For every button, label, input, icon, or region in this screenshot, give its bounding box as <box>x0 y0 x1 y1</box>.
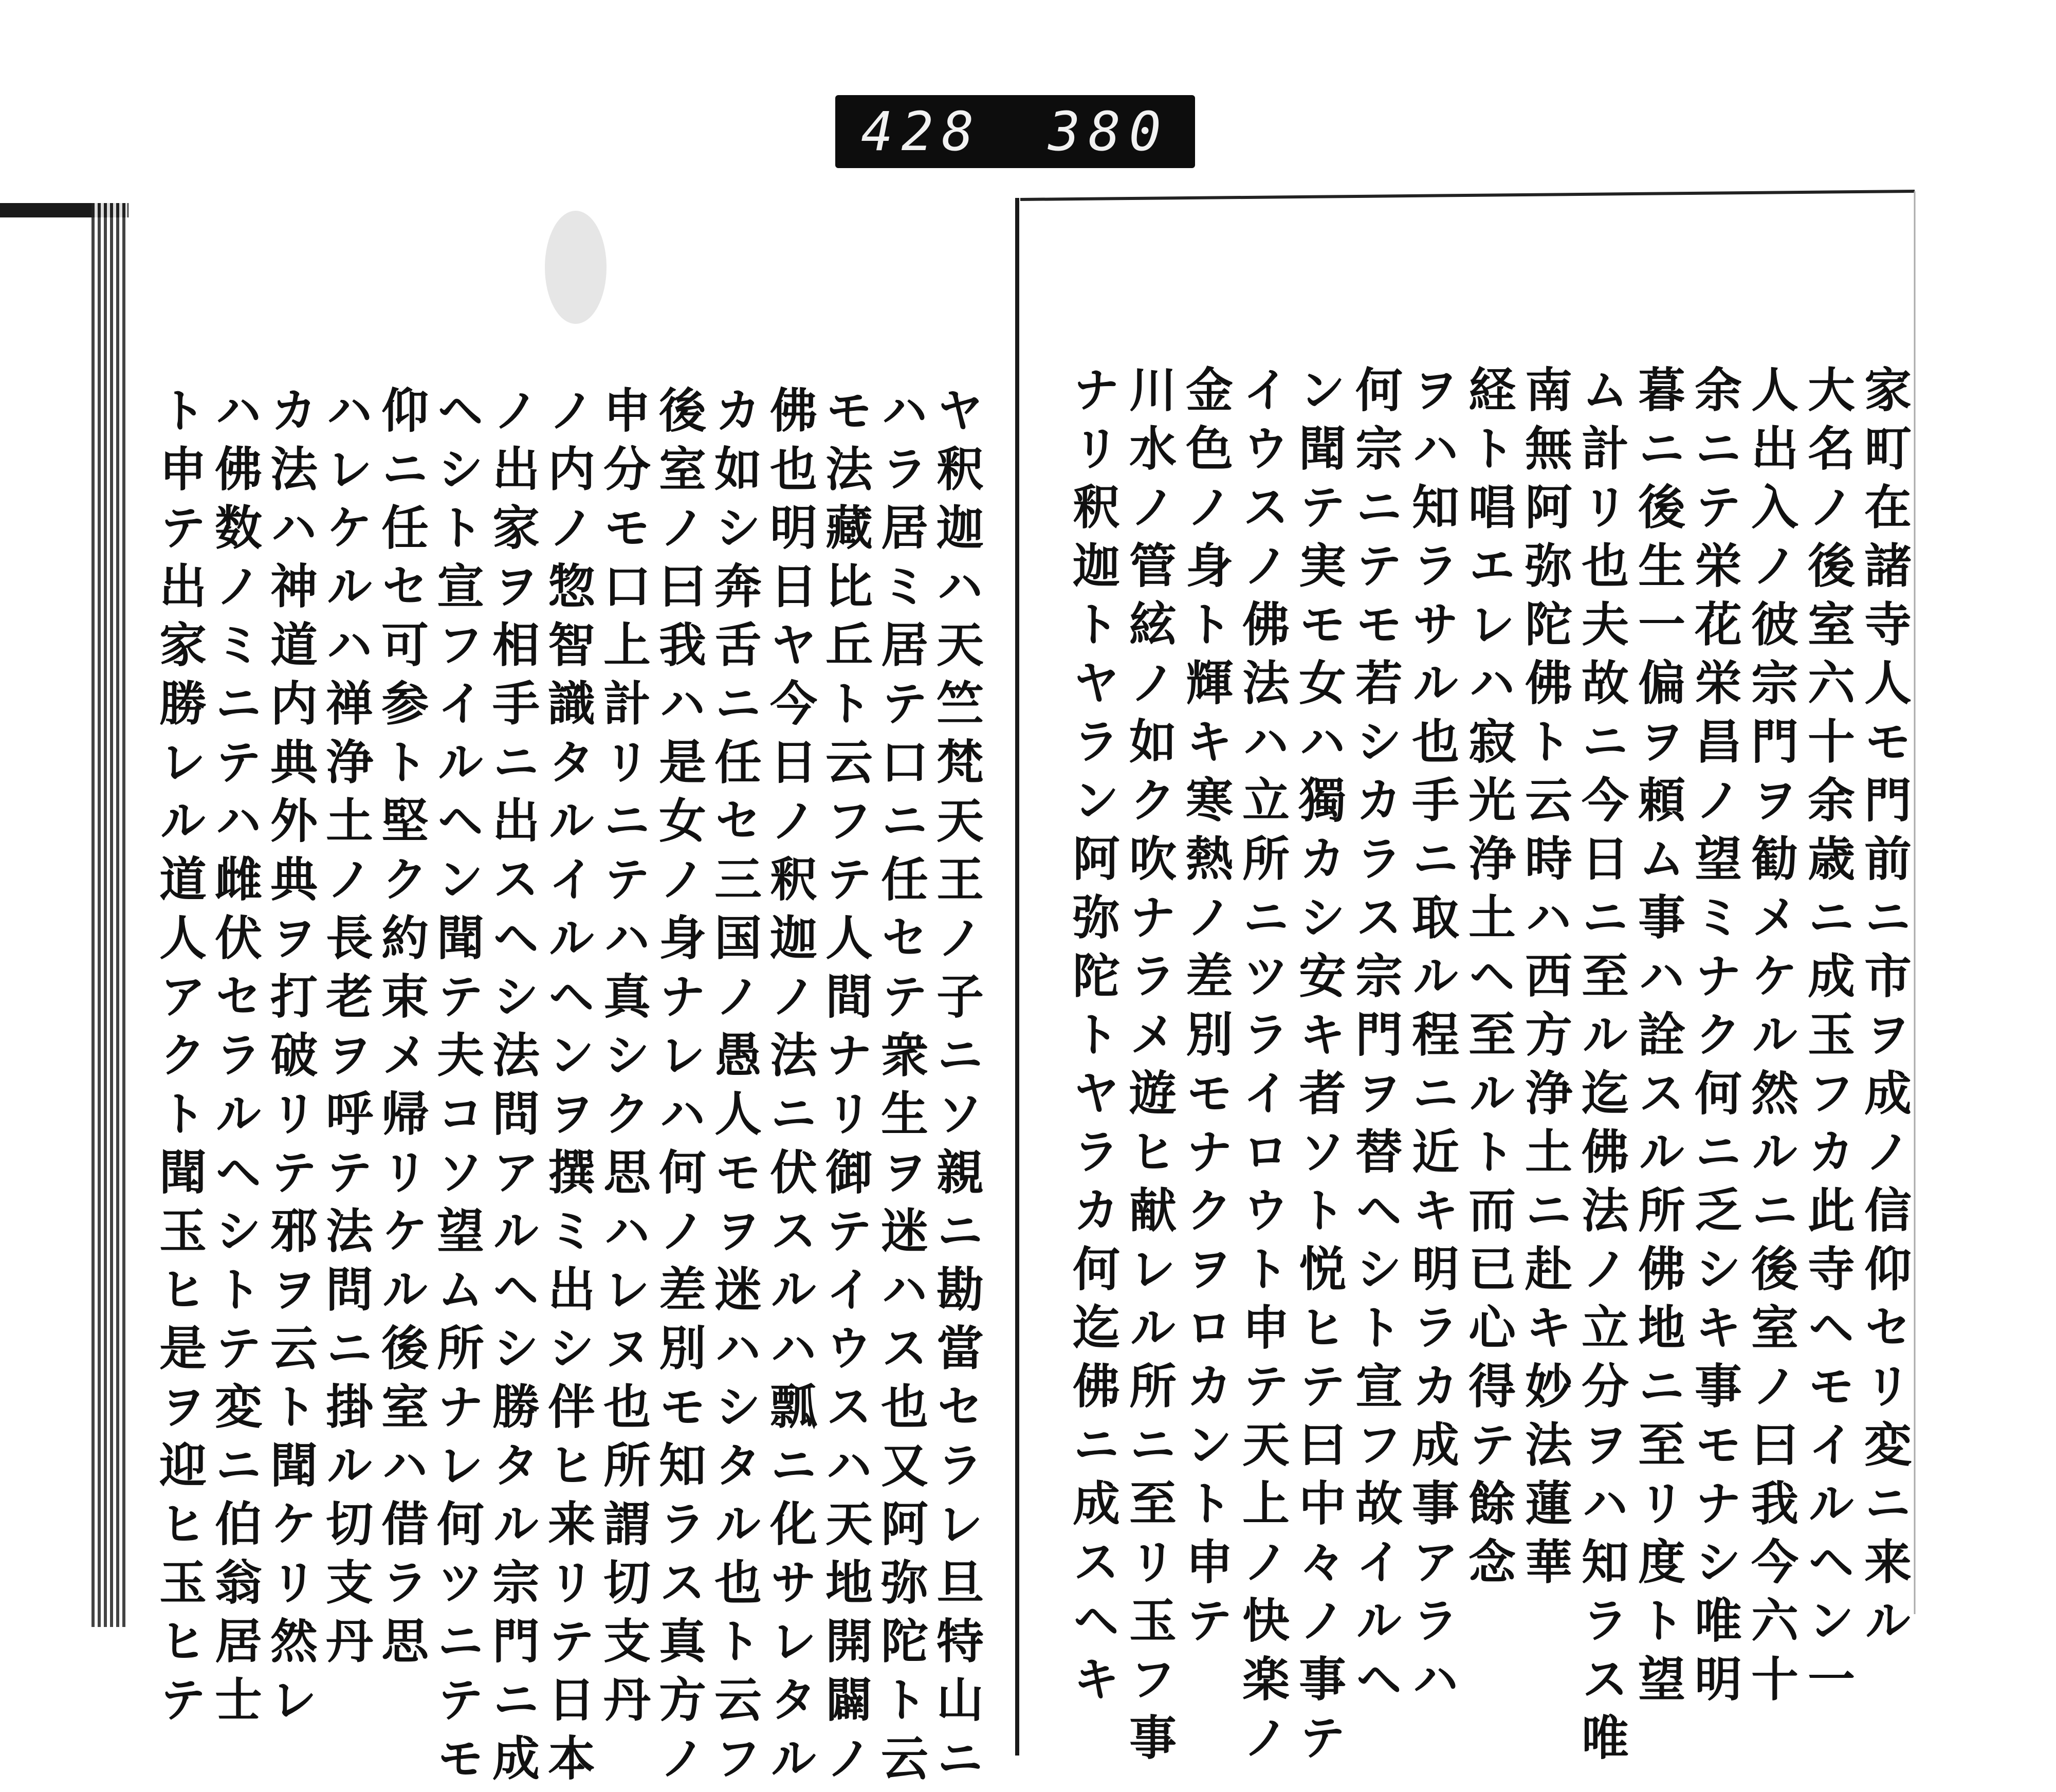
right-page <box>1020 190 1915 1771</box>
text-column: 大名ノ後室六十余歳ニ成玉フカ此寺ヘモイルヘン一 <box>1800 365 1856 1713</box>
text-column: ノ内ノ惣智識タルイルヘンヲ撰ミ出シ伴ヒ来リテ日本 <box>540 386 596 1792</box>
text-column: ヤ釈迦ハ天竺梵天王ノ子ニソ親ニ勘當セラレ旦特山ニ <box>929 386 984 1792</box>
text-column: ト申テ出家勝レル道人アクト聞玉ヒ是ヲ迎ヒ玉ヒテ <box>152 386 207 1733</box>
text-column: ム計リ也夫故ニ今日ニ至ル迄佛法ノ立分ヲハ知ラス唯 <box>1574 365 1629 1771</box>
text-column: 川水ノ管絃ノ如ク吹ナラメ遊ヒ献レル所ニ至リ玉フ事 <box>1122 365 1177 1771</box>
text-column: ヲハ知ラサル也手ニ取ル程ニ近キ明ラカ成事アラハ <box>1404 365 1460 1713</box>
text-column: ヘシト宣フイルヘン聞テ夫コソ望ム所ナレ何ツニテモ <box>429 386 485 1792</box>
book-spine <box>1015 198 1019 1756</box>
label-right-number: 380 <box>1048 100 1169 163</box>
text-column: 何宗ニテモ若シカラス宗門ヲ替ヘシト宣フ故イルヘ <box>1348 365 1403 1713</box>
text-column: カ法ハ神道内典外典ヲ打破リテ邪ヲ云ト聞ケリ然レ <box>263 386 318 1733</box>
text-column: 申分モ口上計リニテハ真シク思ハレヌ也所謂切支丹 <box>596 386 651 1733</box>
text-column: イウスノ佛法ハ立所ニツライロウト申テ天上ノ快楽ノ <box>1235 365 1290 1771</box>
text-column: ノ出家ヲ相手ニ出スヘシ法問アルヘシ勝タル宗門ニ成 <box>485 386 540 1792</box>
text-column: 金色ノ身ト輝キ寒熱ノ差別モナクヲロカント申テ <box>1178 365 1234 1654</box>
text-column: 人出入ノ彼宗門ヲ勧メケル然ルニ後室ノ曰我今六十 <box>1743 365 1799 1713</box>
text-column: 暮ニ後生一偏ヲ頼ム事ハ詮スル所佛地ニ至リ度ト望 <box>1630 365 1686 1713</box>
text-column: 家町在諸寺人モ門前ニ市ヲ成ノ信仰セリ変ニ来ル <box>1857 365 1912 1654</box>
text-column: 余ニテ栄花栄昌ノ望ミナク何ニ乏シキ事モナシ唯明 <box>1687 365 1742 1713</box>
text-column: 南無阿弥陀佛ト云時ハ西方浄土ニ赴キ妙法蓮華 <box>1517 365 1573 1596</box>
text-column: ハレケルハ禅浄土ノ長老ヲ呼テ法問ニ掛ル切支丹 <box>318 386 374 1675</box>
text-column: カ如シ奔舌ニ任セ三国ノ愚人モヲ迷ハシタル也ト云フ <box>707 386 762 1792</box>
text-column: 佛也明日ヤ今日ノ釈迦ノ法ニ伏スルハ瓢ニ化サレタル <box>762 386 818 1792</box>
text-column: 後室ノ曰我ハ是女ノ身ナレハ何ノ差別モ知ラス真方ノ <box>651 386 707 1792</box>
text-column: ナリ釈迦トヤラン阿弥陀トヤラカ何迄佛ニ成スヘキ <box>1065 365 1121 1713</box>
left-page <box>93 190 1013 1792</box>
text-column: ン聞テ実モ女ハ獨カシ安キ者ソト悦ヒテ曰中々ノ事テ <box>1291 365 1347 1771</box>
text-column: ハラ居ミ居テ口ニ任セテ衆生ヲ迷ハス也又阿弥陀ト云 <box>873 386 929 1792</box>
text-column: 経ト唱エレハ寂光浄土ヘ至ルト而已心得テ餘念 <box>1461 365 1516 1596</box>
text-column: 仰ニ任セ可参ト堅ク約束メ帰リケル後室ハ借ラ思 <box>374 386 429 1675</box>
text-column: ハ佛数ノミニテハ雌伏セラルヘシトテ変ニ伯翁居士 <box>207 386 263 1733</box>
scan-label <box>835 95 1195 168</box>
label-left-number: 428 <box>861 100 982 163</box>
text-column: モ法藏比丘ト云フテ人間ナリ御テイウスハ天地開闢ノ <box>818 386 873 1792</box>
